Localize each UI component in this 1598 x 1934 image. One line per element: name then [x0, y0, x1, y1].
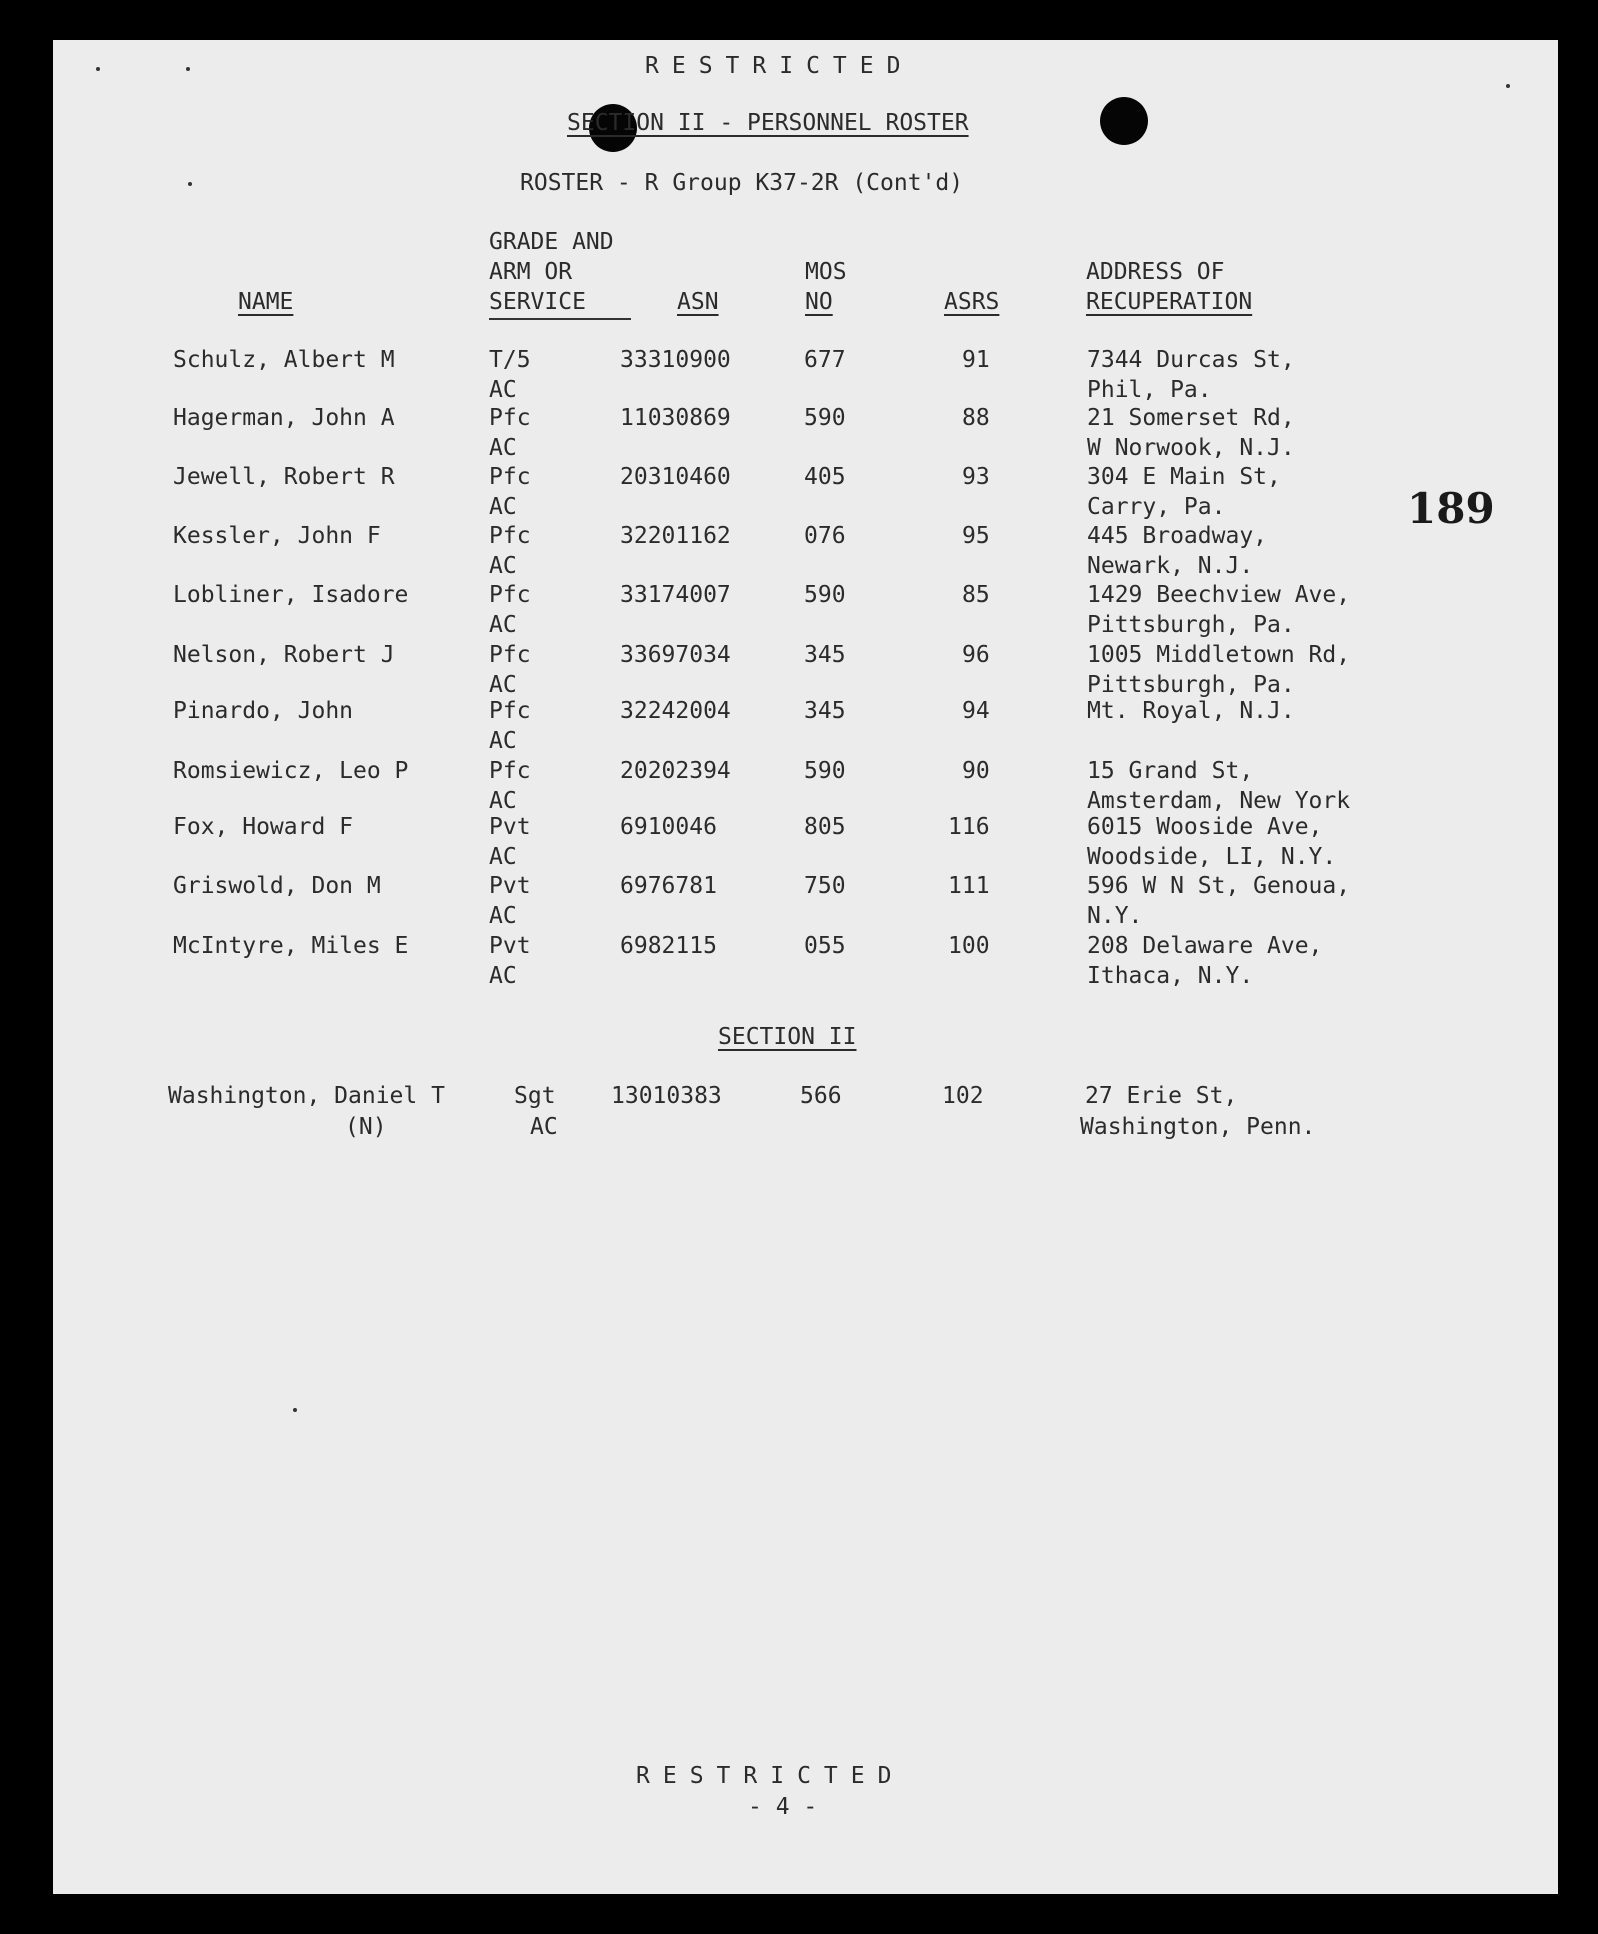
- row-arm: AC: [489, 788, 517, 814]
- row-mos: 055: [804, 933, 846, 959]
- speck: [1506, 84, 1510, 88]
- row-asrs: 91: [962, 347, 990, 373]
- row-asn: 13010383: [611, 1083, 722, 1109]
- row-name: Lobliner, Isadore: [173, 582, 409, 608]
- row-address-line2: Pittsburgh, Pa.: [1087, 612, 1295, 638]
- row-address-line2: Washington, Penn.: [1080, 1114, 1316, 1140]
- row-address-line1: 208 Delaware Ave,: [1087, 933, 1323, 959]
- row-grade: Pvt: [489, 873, 531, 899]
- row-arm: AC: [489, 844, 517, 870]
- row-asn: 33174007: [620, 582, 731, 608]
- row-name: McIntyre, Miles E: [173, 933, 409, 959]
- row-address-line1: 1429 Beechview Ave,: [1087, 582, 1351, 608]
- row-address-line2: Carry, Pa.: [1087, 494, 1226, 520]
- row-asn: 20310460: [620, 464, 731, 490]
- document-page: [53, 40, 1558, 1894]
- row-asrs: 94: [962, 698, 990, 724]
- row-address-line1: Mt. Royal, N.J.: [1087, 698, 1295, 724]
- row-address-line1: 15 Grand St,: [1087, 758, 1254, 784]
- speck: [293, 1408, 297, 1412]
- row-grade: Pfc: [489, 698, 531, 724]
- row-mos: 345: [804, 642, 846, 668]
- row-address-line1: 1005 Middletown Rd,: [1087, 642, 1351, 668]
- row-grade: Pfc: [489, 642, 531, 668]
- col-header-address: ADDRESS OF RECUPERATION: [1086, 259, 1253, 315]
- section-title: SECTION II - PERSONNEL ROSTER: [567, 110, 969, 136]
- col-header-mos: MOS NO: [805, 259, 847, 315]
- row-address-line1: 445 Broadway,: [1087, 523, 1268, 549]
- row-asn: 11030869: [620, 405, 731, 431]
- row-name: Pinardo, John: [173, 698, 354, 724]
- row-grade: Pfc: [489, 464, 531, 490]
- row-grade: Pfc: [489, 758, 531, 784]
- row-mos: 805: [804, 814, 846, 840]
- row-asrs: 88: [962, 405, 990, 431]
- row-mos: 677: [804, 347, 846, 373]
- speck: [188, 182, 192, 186]
- row-address-line2: N.Y.: [1087, 903, 1143, 929]
- row-grade: Sgt: [514, 1083, 556, 1109]
- row-arm: AC: [489, 553, 517, 579]
- row-asn: 32201162: [620, 523, 731, 549]
- row-asn: 6910046: [620, 814, 717, 840]
- row-address-line2: W Norwook, N.J.: [1087, 435, 1295, 461]
- row-arm: AC: [489, 494, 517, 520]
- row-name: Fox, Howard F: [173, 814, 354, 840]
- row-address-line1: 7344 Durcas St,: [1087, 347, 1295, 373]
- row-asn: 33310900: [620, 347, 731, 373]
- row-name: Hagerman, John A: [173, 405, 395, 431]
- row-asn: 20202394: [620, 758, 731, 784]
- row-address-line2: Pittsburgh, Pa.: [1087, 672, 1295, 698]
- row-asrs: 116: [948, 814, 990, 840]
- row-name: Washington, Daniel T: [168, 1083, 445, 1109]
- row-name: Schulz, Albert M: [173, 347, 395, 373]
- row-asrs: 93: [962, 464, 990, 490]
- row-asrs: 102: [942, 1083, 984, 1109]
- row-address-line2: Amsterdam, New York: [1087, 788, 1351, 814]
- row-arm: AC: [530, 1114, 558, 1140]
- col-header-grade: GRADE AND ARM OR SERVICE: [489, 229, 614, 315]
- col-header-asn: ASN: [677, 289, 719, 315]
- col-rule-grade: [489, 318, 631, 320]
- row-address-line1: 6015 Wooside Ave,: [1087, 814, 1323, 840]
- restricted-top: RESTRICTED: [645, 53, 914, 79]
- row-arm: AC: [489, 377, 517, 403]
- row-grade: Pfc: [489, 582, 531, 608]
- roster-title: ROSTER - R Group K37-2R (Cont'd): [520, 170, 964, 196]
- row-asrs: 95: [962, 523, 990, 549]
- row-mos: 076: [804, 523, 846, 549]
- row-grade: Pvt: [489, 933, 531, 959]
- speck: [186, 67, 190, 71]
- row-address-line2: Phil, Pa.: [1087, 377, 1212, 403]
- row-name: Romsiewicz, Leo P: [173, 758, 409, 784]
- row-mos: 405: [804, 464, 846, 490]
- row-asn: 33697034: [620, 642, 731, 668]
- row-asrs: 111: [948, 873, 990, 899]
- row-asn: 6982115: [620, 933, 717, 959]
- row-mos: 345: [804, 698, 846, 724]
- speck: [96, 67, 100, 71]
- row-address-line1: 27 Erie St,: [1085, 1083, 1238, 1109]
- row-name: Kessler, John F: [173, 523, 381, 549]
- row-name: Nelson, Robert J: [173, 642, 395, 668]
- row-arm: AC: [489, 903, 517, 929]
- row-arm: AC: [489, 435, 517, 461]
- row-asrs: 85: [962, 582, 990, 608]
- punch-hole-right: [1100, 97, 1148, 145]
- row-address-line2: Woodside, LI, N.Y.: [1087, 844, 1337, 870]
- page-number: - 4 -: [748, 1794, 818, 1820]
- row-address-line1: 596 W N St, Genoua,: [1087, 873, 1351, 899]
- row-mos: 590: [804, 582, 846, 608]
- row-arm: AC: [489, 612, 517, 638]
- row-asn: 6976781: [620, 873, 717, 899]
- row-asrs: 100: [948, 933, 990, 959]
- row-name-suffix: (N): [345, 1114, 387, 1140]
- row-name: Griswold, Don M: [173, 873, 381, 899]
- page-stamp-number: 189: [1407, 484, 1495, 533]
- row-asrs: 90: [962, 758, 990, 784]
- col-header-name: NAME: [238, 289, 294, 315]
- restricted-bottom: RESTRICTED: [636, 1763, 905, 1789]
- row-arm: AC: [489, 963, 517, 989]
- row-grade: T/5: [489, 347, 531, 373]
- row-address-line2: Newark, N.J.: [1087, 553, 1254, 579]
- row-mos: 750: [804, 873, 846, 899]
- row-grade: Pfc: [489, 523, 531, 549]
- row-address-line1: 304 E Main St,: [1087, 464, 1281, 490]
- row-grade: Pfc: [489, 405, 531, 431]
- row-asrs: 96: [962, 642, 990, 668]
- section2-heading: SECTION II: [718, 1024, 857, 1050]
- col-header-asrs: ASRS: [944, 289, 1000, 315]
- row-address-line1: 21 Somerset Rd,: [1087, 405, 1295, 431]
- row-asn: 32242004: [620, 698, 731, 724]
- row-address-line2: Ithaca, N.Y.: [1087, 963, 1254, 989]
- row-mos: 590: [804, 405, 846, 431]
- row-grade: Pvt: [489, 814, 531, 840]
- row-arm: AC: [489, 672, 517, 698]
- row-mos: 590: [804, 758, 846, 784]
- row-name: Jewell, Robert R: [173, 464, 395, 490]
- row-arm: AC: [489, 728, 517, 754]
- row-mos: 566: [800, 1083, 842, 1109]
